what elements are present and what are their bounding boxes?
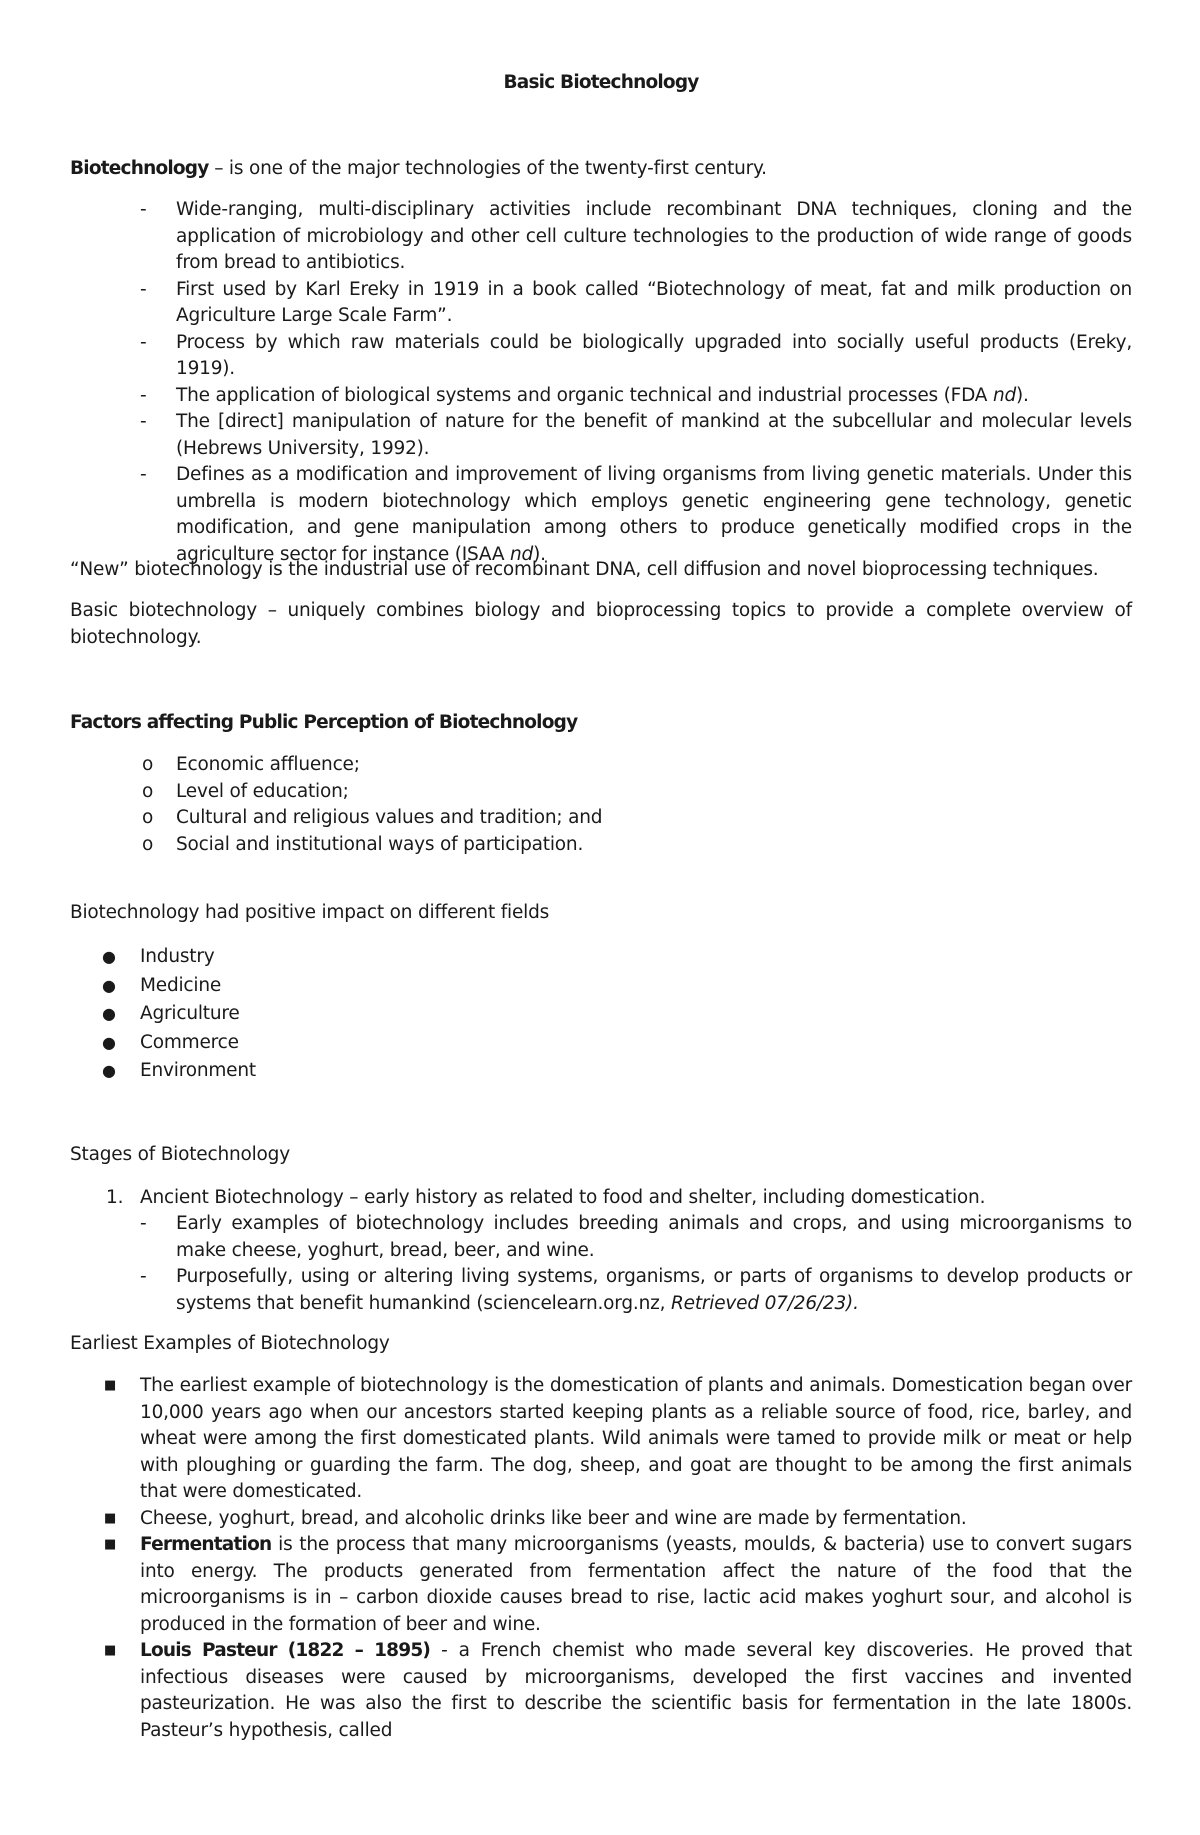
list-item: - Early examples of biotechnology includes breeding animals and crops, and using microorganisms to make cheese, yoghurt, bread, beer, and wine. <box>140 1213 1132 1261</box>
list-item: - The [direct] manipulation of nature for the benefit of mankind at the subcellular and molecular levels (Hebrews University, 1992). <box>140 411 1132 459</box>
list-item: ● Medicine <box>102 974 222 996</box>
list-item: ■ Cheese, yoghurt, bread, and alcoholic drinks like beer and wine are made by fermentation. <box>104 1507 967 1529</box>
list-item: - First used by Karl Ereky in 1919 in a book called “Biotechnology of meat, fat and milk production on Agriculture Large Scale Farm”. <box>140 278 1132 326</box>
list-item: ■ Louis Pasteur (1822 – 1895) - a French chemist who made several key discoveries. He proved that infectious diseases were caused by microorganisms, developed the first vaccines and invented pasteurization. He was also the first to describe the scientific basis for fermentation in the late 1800s. Pasteur’s hypothesis, called <box>104 1640 1132 1741</box>
intro-paragraph <box>70 156 1132 183</box>
list-item: ■ Fermentation is the process that many microorganisms (yeasts, moulds, & bacteria) use to convert sugars into energy. The products generated from fermentation affect the nature of the food that the microorganisms is in – carbon dioxide causes bread to rise, lactic acid makes yoghurt sour, and alcohol is produced in the formation of beer and wine. <box>104 1534 1132 1635</box>
list-item: ● Commerce <box>102 1031 239 1053</box>
list-item: ■ The earliest example of biotechnology is the domestication of plants and animals. Domestication began over 10,000 years ago when our ancestors started keeping plants as a reliable source of food, rice, barley, and wheat were among the first domesticated plants. Wild animals were tamed to provide milk or meat or help with ploughing or guarding the farm. The dog, sheep, and goat are thought to be among the first animals that were domesticated. <box>104 1375 1132 1502</box>
definition-list <box>70 197 1132 568</box>
list-item: - Process by which raw materials could be biologically upgraded into socially useful products (Ereky, 1919). <box>140 331 1132 379</box>
intro-definition: – is one of the major technologies of the twenty-first century. <box>208 158 767 179</box>
list-item: o Cultural and religious values and tradition; and <box>142 807 603 828</box>
list-item: ● Agriculture <box>102 1003 240 1024</box>
basic-biotech-paragraph: Basic biotechnology – uniquely combines biology and bioprocessing topics to provide a complete overview of biotechnology. <box>70 600 1132 648</box>
list-item: - Purposefully, using or altering living systems, organisms, or parts of organisms to develop products or systems that benefit humankind (sciencelearn.org.nz, Retrieved 07/26/23). <box>140 1266 1132 1314</box>
stages-heading: Stages of Biotechnology <box>70 1144 290 1165</box>
earliest-list <box>70 1373 1132 1744</box>
factors-heading: Factors affecting Public Perception of Biotechnology <box>70 712 578 733</box>
list-item: o Social and institutional ways of participation. <box>142 833 584 855</box>
list-item: ● Industry <box>102 946 215 967</box>
fields-list <box>70 944 1132 1087</box>
list-item: ● Environment <box>102 1060 256 1081</box>
earliest-heading: Earliest Examples of Biotechnology <box>70 1333 390 1354</box>
list-item: - Wide-ranging, multi-disciplinary activities include recombinant DNA techniques, cloning and the application of microbiology and other cell culture technologies to the production of wide range of goods from bread to antibiotics. <box>140 199 1132 273</box>
list-item: - Defines as a modification and improvement of living organisms from living genetic materials. Under this umbrella is modern biotechnology which employs genetic engineering gene technology, genetic modification, and gene manipulation among others to produce genetically modified crops in the agriculture sector for instance (ISAA nd). <box>140 464 1132 565</box>
list-item: - The application of biological systems and organic technical and industrial processes (FDA nd). <box>140 384 1029 406</box>
stages-list <box>70 1185 1132 1212</box>
new-biotech-paragraph: “New” biotechnology is the industrial use of recombinant DNA, cell diffusion and novel bioprocessing techniques. <box>70 559 1099 580</box>
list-item: 1. Ancient Biotechnology – early history as related to food and shelter, including domestication. <box>106 1187 986 1208</box>
impact-heading: Biotechnology had positive impact on different fields <box>70 902 550 923</box>
page-title: Basic Biotechnology <box>503 72 699 93</box>
list-item: o Economic affluence; <box>142 754 360 775</box>
factors-list <box>70 752 1132 858</box>
intro-term: Biotechnology <box>70 158 209 179</box>
stage-points <box>70 1211 1132 1317</box>
list-item: o Level of education; <box>142 780 349 802</box>
